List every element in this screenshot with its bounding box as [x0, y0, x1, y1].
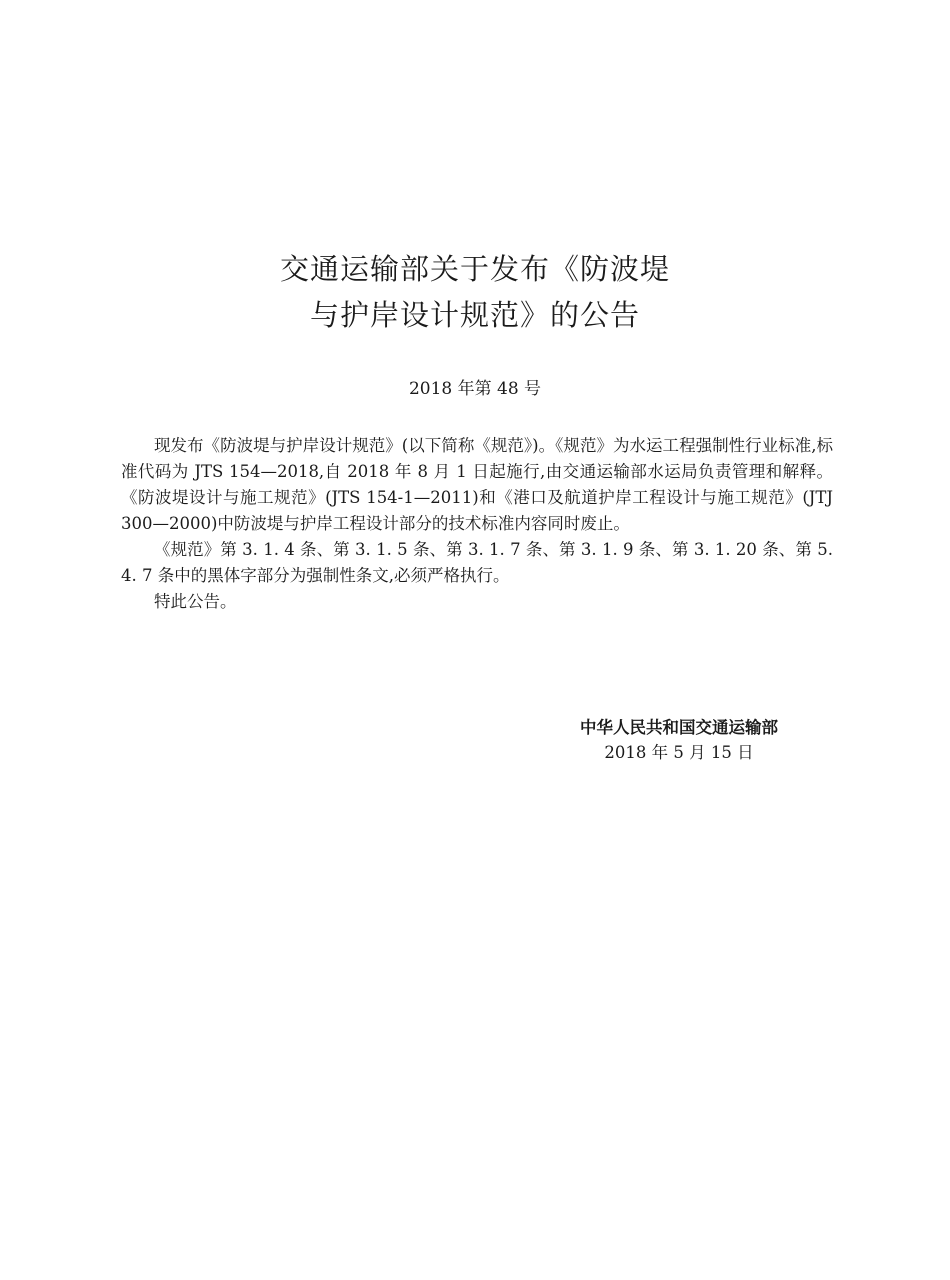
- announcement-body: [121, 433, 833, 615]
- signature-block: [548, 716, 810, 766]
- paragraph-mandatory-clauses: 《规范》第 3. 1. 4 条、第 3. 1. 5 条、第 3. 1. 7 条、第 3. 1. 9 条、第 3. 1. 20 条、第 5. 4. 7 条中的黑体字部分为强制性条文,必须严格执行。: [121, 540, 833, 585]
- issue-date: 2018 年 5 月 15 日: [604, 743, 754, 762]
- paragraph-closing: 特此公告。: [154, 592, 237, 611]
- paragraph-publication: 现发布《防波堤与护岸设计规范》(以下简称《规范》)。《规范》为水运工程强制性行业标准,标准代码为 JTS 154—2018,自 2018 年 8 月 1 日起施行,由交通运输部水运局负责管理和解释。《防波堤设计与施工规范》(JTS 154-1—2011)和《港口及航道护岸工程设计与施工规范》(JTJ 300—2000)中防波堤与护岸工程设计部分的技术标准内容同时废止。: [121, 436, 833, 533]
- document-number: 2018 年第 48 号: [408, 379, 542, 399]
- title-line-1: 交通运输部关于发布《防波堤: [279, 252, 670, 286]
- title-line-2: 与护岸设计规范》的公告: [309, 298, 640, 332]
- announcement-title: [120, 246, 830, 338]
- issuing-organization: 中华人民共和国交通运输部: [580, 718, 778, 737]
